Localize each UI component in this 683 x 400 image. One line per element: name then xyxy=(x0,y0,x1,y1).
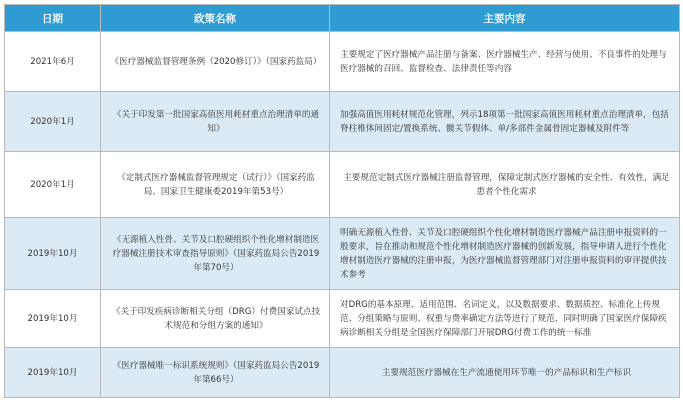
table-row xyxy=(5,348,680,398)
row-date: 2019年10月 xyxy=(5,348,101,398)
row-policy-name: 《关于印发疾病诊断相关分组（DRG）付费国家试点技术规范和分组方案的通知》 xyxy=(101,290,330,348)
table-row xyxy=(5,32,680,92)
table-row xyxy=(5,92,680,152)
row-date: 2021年6月 xyxy=(5,32,101,92)
row-date: 2019年10月 xyxy=(5,290,101,348)
table-row xyxy=(5,152,680,218)
row-date: 2020年1月 xyxy=(5,152,101,218)
row-policy-name: 《定制式医疗器械监督管理规定（试行）》（国家药监局、国家卫生健康委2019年第53号） xyxy=(101,152,330,218)
table-row xyxy=(5,218,680,290)
table-row xyxy=(5,290,680,348)
row-policy-name: 《医疗器械监督管理条例（2020修订）》（国家药监局） xyxy=(101,32,330,92)
row-content: 主要规范定制式医疗器械注册监督管理，保障定制式医疗器械的安全性、有效性，满足患者个性化需求 xyxy=(330,152,680,218)
table-header-row xyxy=(5,5,680,32)
row-policy-name: 《关于印发第一批国家高值医用耗材重点治理清单的通知》 xyxy=(101,92,330,152)
row-policy-name: 《无源植入性骨、关节及口腔硬组织个性化增材制造医疗器械注册技术审查指导原则》（国家药监局公告2019年第70号） xyxy=(101,218,330,290)
header-date: 日期 xyxy=(5,5,101,32)
row-date: 2020年1月 xyxy=(5,92,101,152)
row-content: 对DRG的基本原理、适用范围、名词定义，以及数据要求、数据质控、标准化上传规范、分组策略与原则、权重与费率确定方法等进行了规范，同时明确了国家医疗保障疾病诊断相关分组是全国医疗保障部门开展DRG付费工作的统一标准 xyxy=(330,290,680,348)
row-content: 主要规定了医疗器械产品注册与备案、医疗器械生产、经营与使用、不良事件的处理与医疗器械的召回、监督检查、法律责任等内容 xyxy=(330,32,680,92)
policy-table xyxy=(4,4,680,398)
row-date: 2019年10月 xyxy=(5,218,101,290)
header-content: 主要内容 xyxy=(330,5,680,32)
row-content: 主要规范医疗器械在生产流通使用环节唯一的产品标识和生产标识 xyxy=(330,348,680,398)
row-content: 明确无源植入性骨、关节及口腔硬组织个性化增材制造医疗器械产品注册申报资料的一般要求，旨在推动和规范个性化增材制造医疗器械的创新发展，指导申请人进行个性化增材制造医疗器械的注册申报，为医疗器械监督管理部门对注册申报资料的审评提供技术参考 xyxy=(330,218,680,290)
header-policy-name: 政策名称 xyxy=(101,5,330,32)
row-policy-name: 《医疗器械唯一标识系统规则》（国家药监局公告2019年第66号） xyxy=(101,348,330,398)
row-content: 加强高值医用耗材规范化管理，列示18项第一批国家高值医用耗材重点治理清单，包括脊柱椎体间固定/置换系统、髋关节假体、单/多部件金属骨固定器械及附件等 xyxy=(330,92,680,152)
